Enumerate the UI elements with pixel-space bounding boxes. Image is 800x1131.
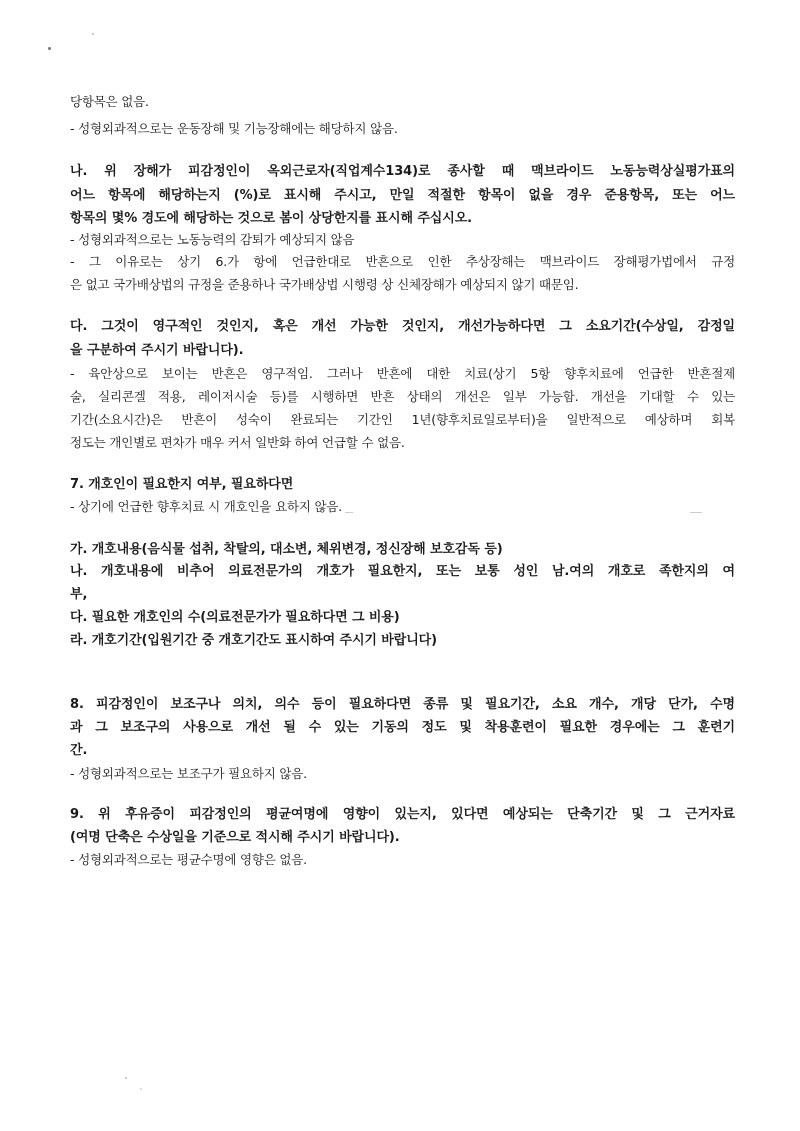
- body-line: 당항목은 없음.: [70, 94, 149, 109]
- answer-line: - 성형외과적으로는 평균수명에 영향은 없음.: [70, 852, 307, 867]
- scan-speck: [125, 1077, 127, 1079]
- answer-line: - 상기에 언급한 향후치료 시 개호인을 요하지 않음.: [70, 499, 342, 514]
- scan-speck: [140, 1088, 142, 1090]
- section-heading: 9. 위 후유증이 피감정인의 평균여명에 영향이 있는지, 있다면 예상되는 단축기간 및 그 근거자료: [70, 807, 735, 822]
- question-heading: 나. 개호내용에 비추어 의료전문가의 개호가 필요한지, 또는 보통 성인 남.여의 개호로 족한지의 여: [70, 564, 735, 579]
- question-heading: 가. 개호내용(음식물 섭취, 착탈의, 대소변, 체위변경, 정신장해 보호감독 등): [70, 542, 503, 557]
- answer-line: - 성형외과적으로는 노동능력의 감퇴가 예상되지 않음: [70, 232, 355, 247]
- question-heading: 을 구분하여 주시기 바랍니다).: [70, 343, 244, 358]
- section-heading: 8. 피감정인이 보조구나 의치, 의수 등이 필요하다면 종류 및 필요기간, 소요 개수, 개당 단가, 수명: [70, 697, 735, 712]
- question-heading: 나. 위 장해가 피감정인이 옥외근로자(직업계수134)로 종사할 때 맥브라이드 노동능력상실평가표의: [70, 164, 735, 179]
- question-heading: 다. 그것이 영구적인 것인지, 혹은 개선 가능한 것인지, 개선가능하다면 그 소요기간(수상일, 감정일: [70, 319, 735, 334]
- question-heading: 다. 필요한 개호인의 수(의료전문가가 필요하다면 그 비용): [70, 610, 400, 625]
- question-heading: 라. 개호기간(입원기간 중 개호기간도 표시하여 주시기 바랍니다): [70, 633, 437, 648]
- answer-line: - 그 이유로는 상기 6.가 항에 언급한대로 반흔으로 인한 추상장해는 맥브라이드 장해평가법에서 규정: [70, 254, 735, 269]
- answer-line: - 육안상으로 보이는 반흔은 영구적임. 그러나 반흔에 대한 치료(상기 5항 향후치료에 언급한 반흔절제: [70, 366, 735, 381]
- question-heading: 부,: [70, 587, 88, 602]
- question-heading: 항목의 몇% 경도에 해당하는 것으로 봄이 상당한지를 표시해 주십시오.: [70, 211, 472, 226]
- answer-line: - 성형외과적으로는 보조구가 필요하지 않음.: [70, 766, 307, 781]
- section-heading: 간.: [70, 743, 88, 758]
- answer-line: 기간(소요시간)은 반흔이 성숙이 완료되는 기간인 1년(향후치료일로부터)을 일반적으로 예상하며 회복: [70, 412, 735, 427]
- section-heading: (여명 단축은 수상일을 기준으로 적시해 주시기 바랍니다).: [70, 830, 400, 845]
- answer-line: 술, 실리콘겔 적용, 레이저시술 등)를 시행하면 반흔 상태의 개선은 일부 가능함. 개선을 기대할 수 있는: [70, 389, 735, 404]
- scan-speck: [48, 47, 51, 50]
- question-heading: 어느 항목에 해당하는지 (%)로 표시해 주시고, 만일 적절한 항목이 없을 경우 준용항목, 또는 어느: [70, 188, 735, 203]
- section-heading: 7. 개호인이 필요한지 여부, 필요하다면: [70, 477, 294, 492]
- answer-line: 은 없고 국가배상법의 규정을 준용하나 국가배상법 시행령 상 신체장해가 예상되지 않기 때문임.: [70, 277, 579, 292]
- body-line: - 성형외과적으로는 운동장해 및 기능장해에는 해당하지 않음.: [70, 121, 398, 136]
- section-heading: 과 그 보조구의 사용으로 개선 될 수 있는 기동의 정도 및 착용훈련이 필요한 경우에는 그 훈련기: [70, 720, 735, 735]
- answer-line: 정도는 개인별로 편차가 매우 커서 일반화 하여 언급할 수 없음.: [70, 435, 405, 450]
- scan-speck: [92, 33, 94, 35]
